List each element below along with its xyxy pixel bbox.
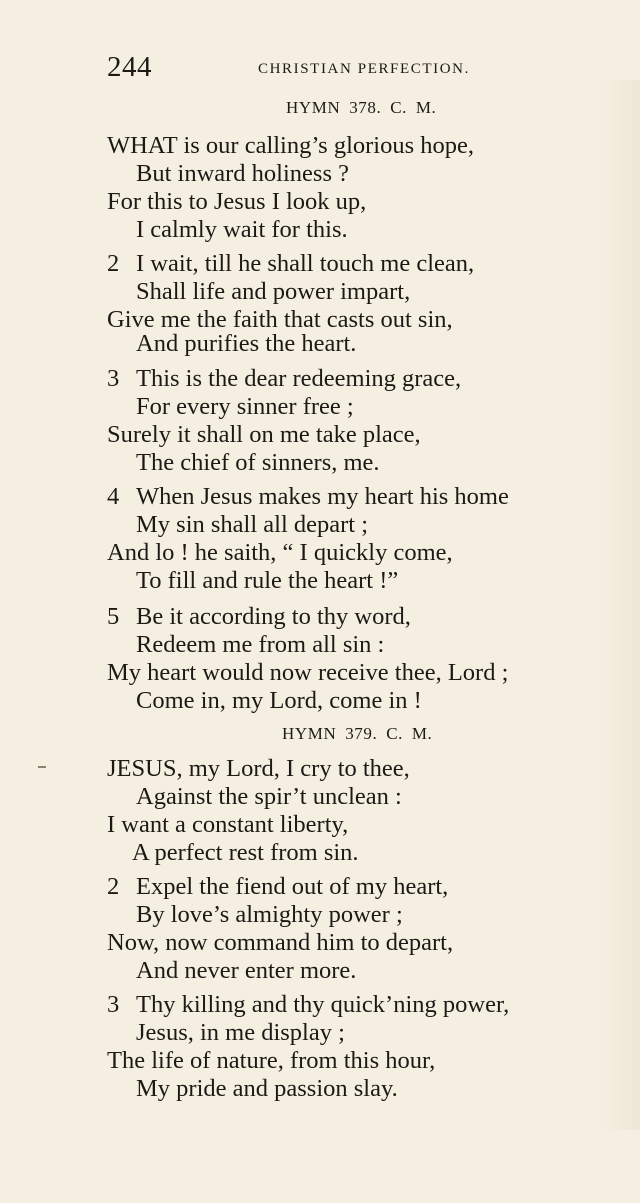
running-head: CHRISTIAN PERFECTION. [258,61,470,77]
hymn-378-stanza-5-line-3: My heart would now receive thee, Lord ; [107,659,509,686]
hymn-379-stanza-2-line-3: Now, now command him to depart, [107,929,454,956]
hymn-378-stanza-4-line-3: And lo ! he saith, “ I quickly come, [107,539,453,566]
hymn-379-stanza-3-line-1: Thy killing and thy quick’ning power, [136,991,510,1018]
hymn-379-stanza-1-line-2: Against the spir’t unclean : [136,783,402,810]
hymn-379-stanza-2-number: 2 [107,873,120,900]
hymn-378-stanza-3-line-1: This is the dear redeeming grace, [136,365,462,392]
hymn-379-stanza-1-line-4: A perfect rest from sin. [132,839,359,866]
hymn-378-stanza-5-line-4: Come in, my Lord, come in ! [136,687,422,714]
hymn-378-stanza-3-line-2: For every sinner free ; [136,393,354,420]
hymn-379-stanza-2-line-4: And never enter more. [136,957,357,984]
hymn-378-stanza-5-number: 5 [107,603,120,630]
hymn-379-stanza-1-line-1: JESUS, my Lord, I cry to thee, [107,755,410,782]
hymn-378-stanza-5-line-2: Redeem me from all sin : [136,631,385,658]
hymn-378-stanza-4-number: 4 [107,483,120,510]
page-number: 244 [107,51,152,83]
hymn-378-stanza-4-line-1: When Jesus makes my heart his home [136,483,509,510]
hymn-378-stanza-3-line-3: Surely it shall on me take place, [107,421,421,448]
hymn-378-stanza-2-line-4: And purifies the heart. [136,330,357,357]
hymn-378-heading: HYMN 378. C. M. [286,98,437,117]
hymn-378-stanza-1-line-4: I calmly wait for this. [136,216,348,243]
hymn-378-stanza-2-line-3: Give me the faith that casts out sin, [107,306,453,333]
margin-mark [38,766,46,768]
hymn-379-stanza-2-line-1: Expel the fiend out of my heart, [136,873,449,900]
hymn-379-stanza-1-line-3: I want a constant liberty, [107,811,349,838]
hymn-379-stanza-3-line-4: My pride and passion slay. [136,1075,398,1102]
hymn-378-stanza-1-line-3: For this to Jesus I look up, [107,188,367,215]
hymn-378-stanza-4-line-2: My sin shall all depart ; [136,511,369,538]
show-through-shading [600,80,640,1130]
hymn-379-stanza-3-line-2: Jesus, in me display ; [136,1019,345,1046]
hymn-378-stanza-2-number: 2 [107,250,120,277]
hymn-379-heading: HYMN 379. C. M. [282,724,433,743]
hymn-379-stanza-2-line-2: By love’s almighty power ; [136,901,403,928]
hymn-379-stanza-3-number: 3 [107,991,120,1018]
hymn-379-stanza-3-line-3: The life of nature, from this hour, [107,1047,436,1074]
hymn-378-stanza-1-line-1: WHAT is our calling’s glorious hope, [107,132,475,159]
hymn-378-stanza-2-line-2: Shall life and power impart, [136,278,411,305]
hymn-378-stanza-4-line-4: To fill and rule the heart !” [136,567,399,594]
hymn-378-stanza-2-line-1: I wait, till he shall touch me clean, [136,250,475,277]
hymn-378-stanza-5-line-1: Be it according to thy word, [136,603,411,630]
hymn-378-stanza-1-line-2: But inward holiness ? [136,160,349,187]
hymn-378-stanza-3-number: 3 [107,365,120,392]
hymn-378-stanza-3-line-4: The chief of sinners, me. [136,449,380,476]
